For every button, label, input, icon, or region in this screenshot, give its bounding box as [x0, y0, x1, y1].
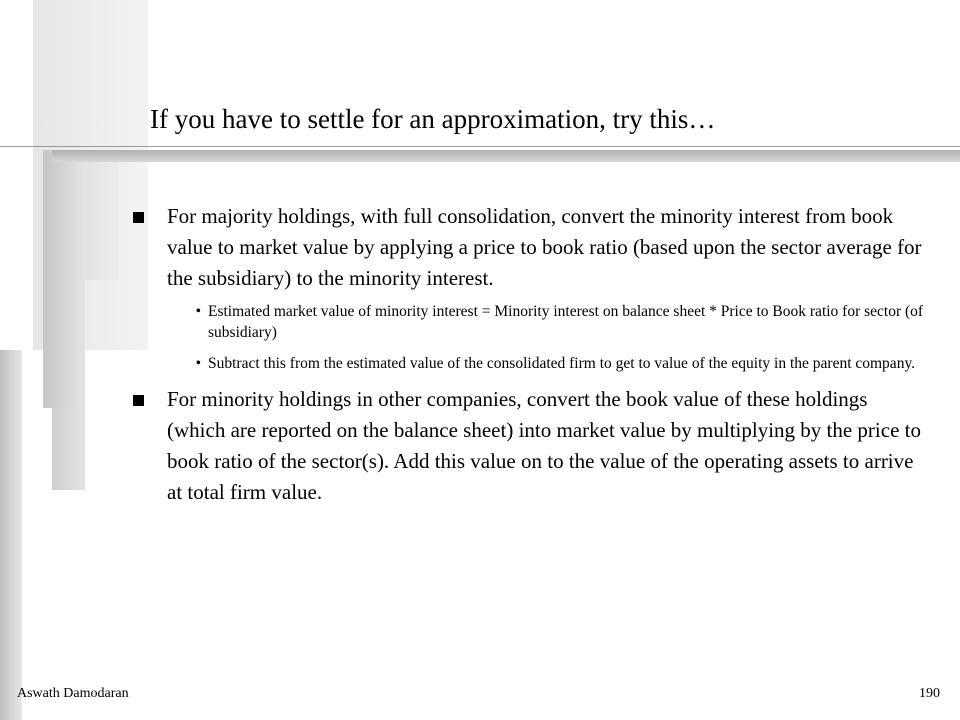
sub-bullet-text: Subtract this from the estimated value of the consolidated firm to get to value of the equity in the parent company. [208, 355, 916, 372]
dot-bullet-icon: • [195, 303, 201, 320]
decorative-bar [0, 350, 22, 720]
page-title: If you have to settle for an approximation, try this… [150, 104, 716, 134]
title-divider-thick [52, 150, 960, 162]
square-bullet-icon [133, 395, 144, 406]
slide-body [130, 201, 930, 508]
bullet-text: For minority holdings in other companies, convert the book value of these holdings (which are reported on the balance sheet) into market value by multiplying by the price to book ratio of the sector(s). Add this value on to the value of the operating assets to arrive at total firm value. [167, 387, 921, 504]
decorative-bar [43, 150, 76, 408]
sub-bullet-list [167, 301, 930, 374]
sub-bullet-item [167, 353, 930, 374]
sub-bullet-item [167, 301, 930, 343]
square-bullet-icon [133, 212, 144, 223]
sub-bullet-text: Estimated market value of minority interest = Minority interest on balance sheet * Price to Book ratio for sector (of subsidiary) [208, 303, 924, 341]
bullet-item [130, 384, 930, 508]
footer-author: Aswath Damodaran [17, 686, 129, 701]
dot-bullet-icon: • [195, 355, 201, 372]
bullet-text: For majority holdings, with full consolidation, convert the minority interest from book value to market value by applying a price to book ratio (based upon the sector average for the subsidiary) to the minority interest. [167, 204, 922, 290]
bullet-item [130, 201, 930, 374]
title-divider-thin [0, 146, 960, 147]
page-number: 190 [919, 686, 940, 701]
